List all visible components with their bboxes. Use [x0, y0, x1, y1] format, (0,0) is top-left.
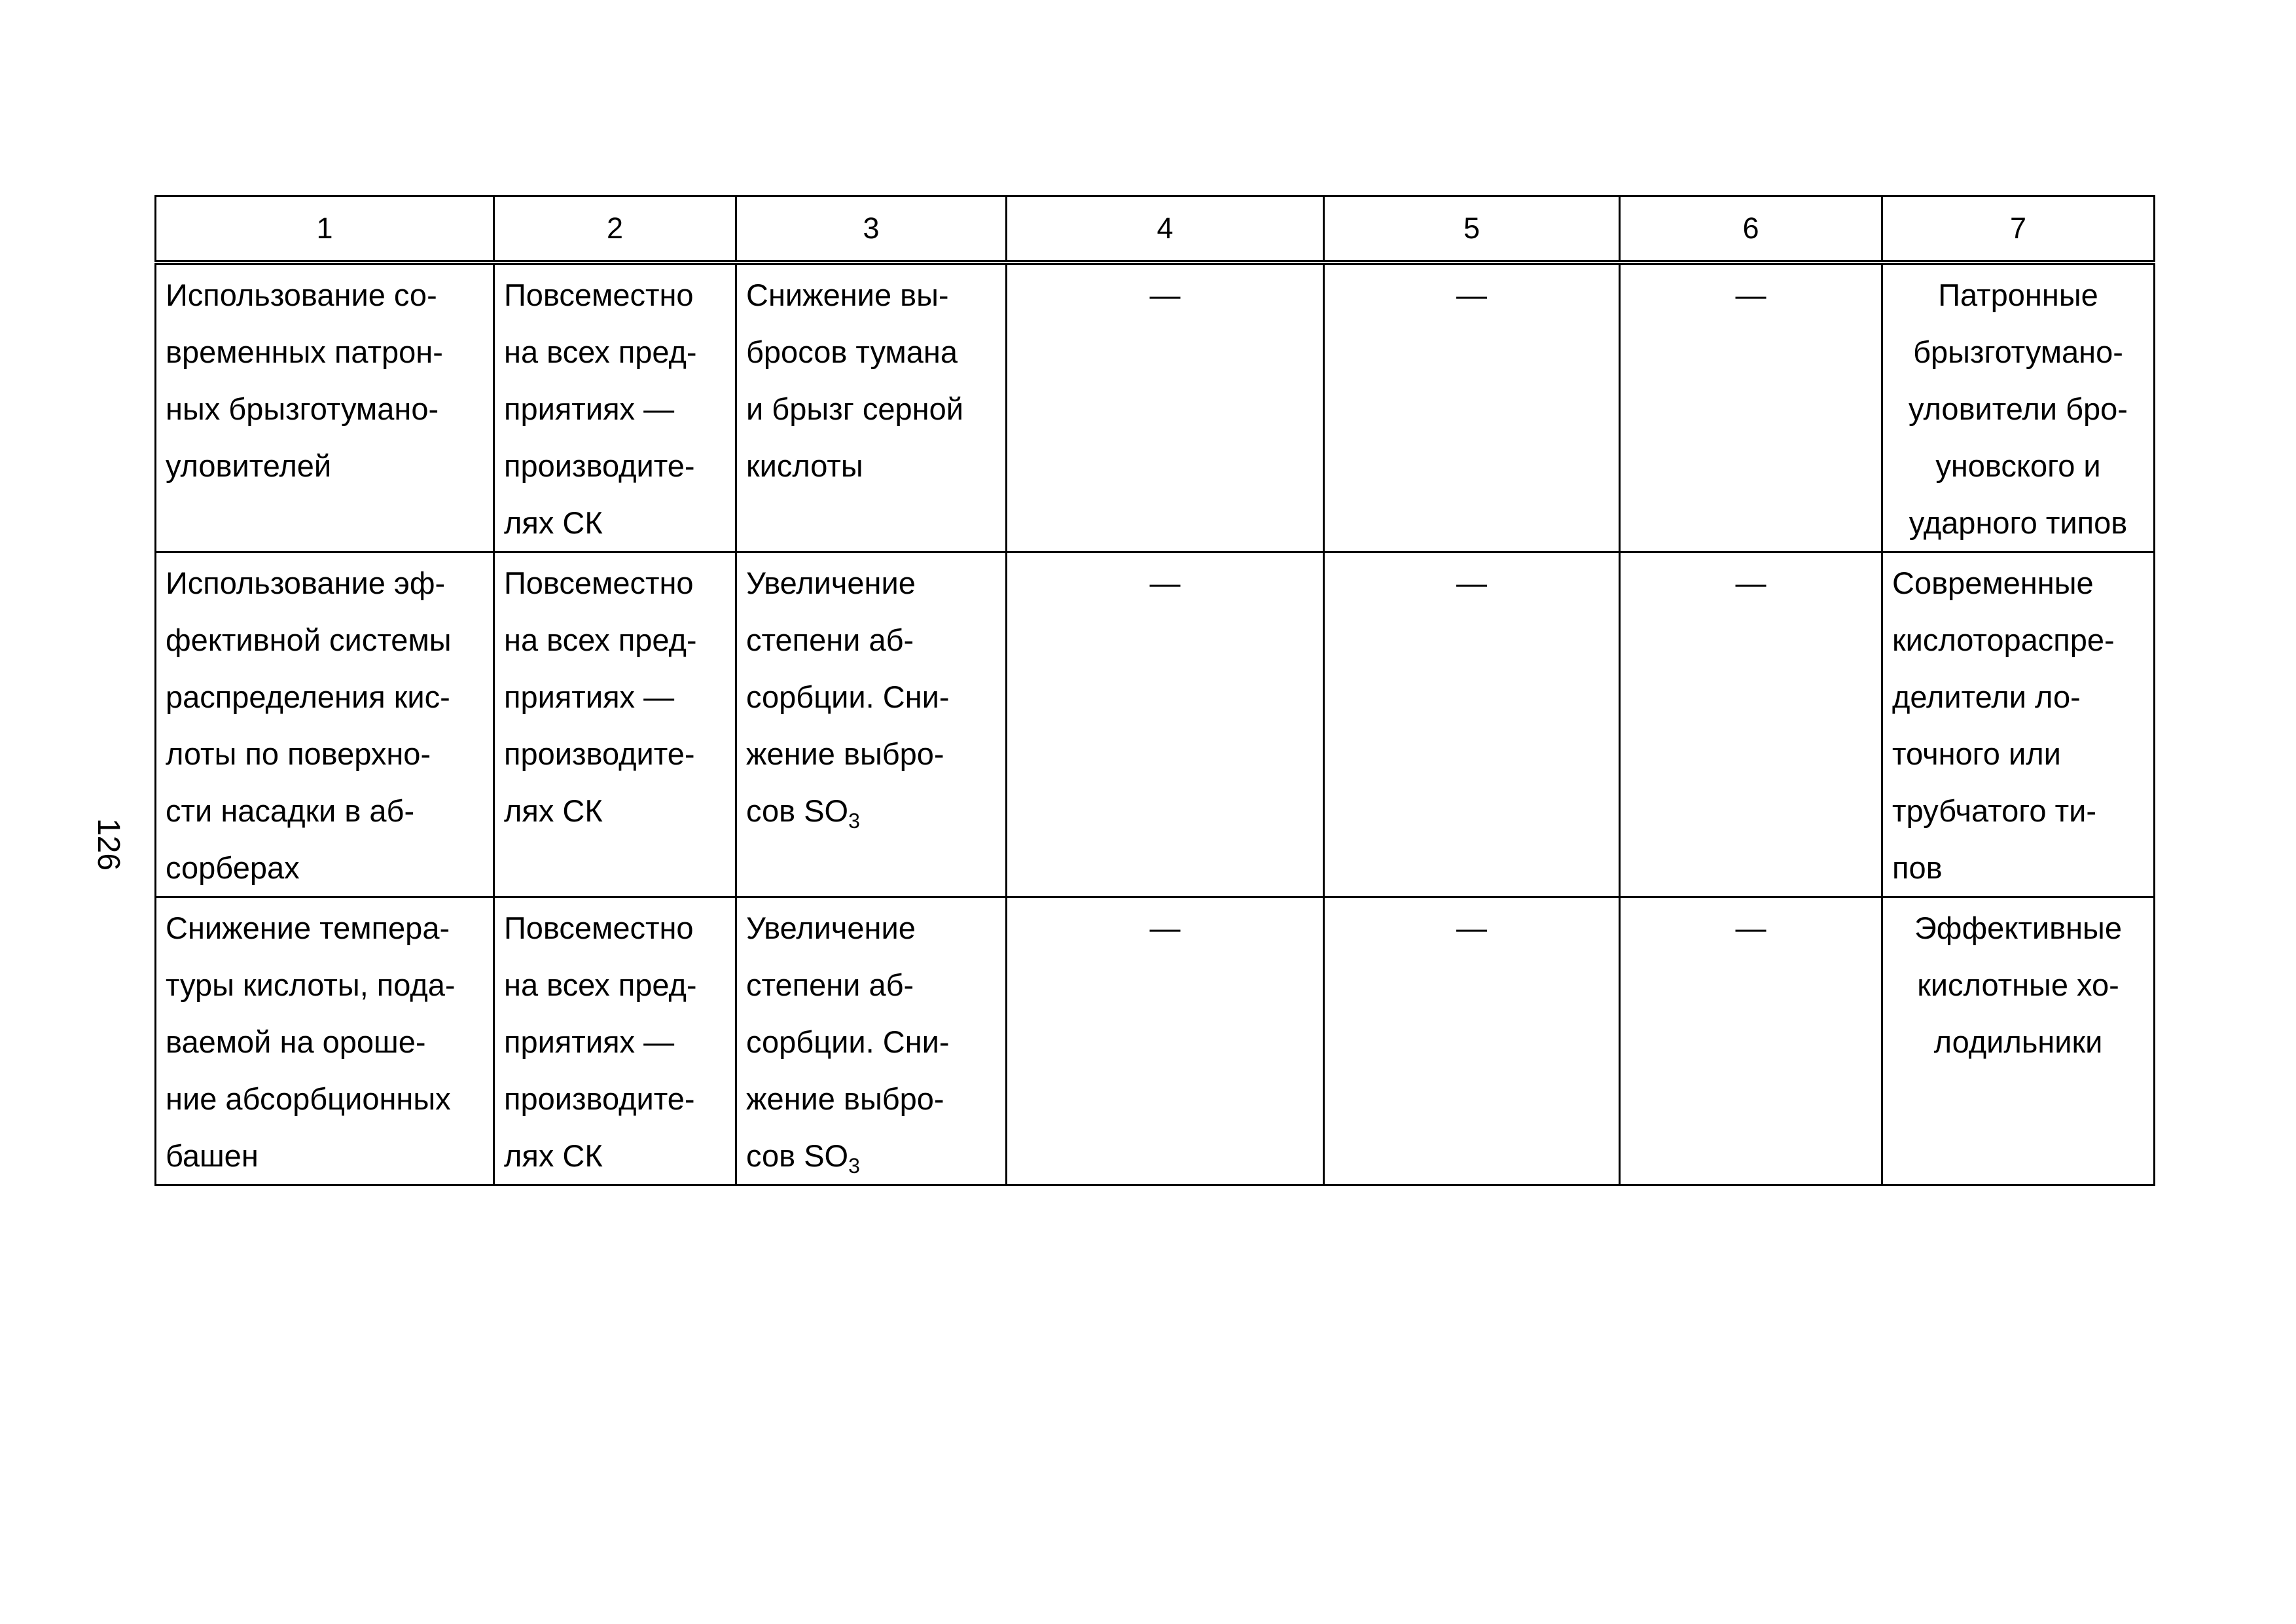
- cell-line: Увеличение: [746, 566, 916, 600]
- dash-mark: —: [1456, 566, 1487, 600]
- table-cell: [1620, 897, 1882, 1185]
- table-cell: [736, 897, 1007, 1185]
- cell-line: производите-: [504, 1081, 695, 1116]
- dash-mark: —: [1735, 566, 1767, 600]
- table-cell: [1324, 552, 1620, 897]
- column-header: 2: [494, 196, 736, 263]
- table-cell: [1324, 262, 1620, 552]
- table-cell: [494, 262, 736, 552]
- column-header: 6: [1620, 196, 1882, 263]
- column-header: 3: [736, 196, 1007, 263]
- table-cell: [736, 552, 1007, 897]
- cell-line: сорбции. Сни-: [746, 679, 950, 714]
- table-cell: [1007, 262, 1324, 552]
- cell-line: трубчатого ти-: [1892, 793, 2096, 828]
- cell-line: Снижение вы-: [746, 278, 949, 312]
- cell-line: лях СК: [504, 505, 603, 540]
- cell-line: Использование эф-: [166, 566, 446, 600]
- cell-line: Патронные: [1938, 278, 2098, 312]
- cell-line: временных патрон-: [166, 334, 443, 369]
- column-header: 1: [156, 196, 494, 263]
- cell-line: степени аб-: [746, 623, 914, 657]
- cell-line: уловители бро-: [1909, 391, 2128, 426]
- cell-line: уловителей: [166, 448, 332, 483]
- table-cell: [156, 552, 494, 897]
- cell-line: ударного типов: [1909, 505, 2128, 540]
- page-number: 126: [91, 818, 126, 871]
- table-cell: [494, 897, 736, 1185]
- cell-line: бросов тумана: [746, 334, 958, 369]
- cell-line: точного или: [1892, 736, 2061, 771]
- cell-line: кислоты: [746, 448, 863, 483]
- cell-line: ваемой на ороше-: [166, 1024, 426, 1059]
- cell-line: Использование со-: [166, 278, 437, 312]
- table-cell: [1324, 897, 1620, 1185]
- table-cell: [494, 552, 736, 897]
- cell-line: производите-: [504, 736, 695, 771]
- cell-line: Снижение темпера-: [166, 911, 450, 945]
- cell-line: сти насадки в аб-: [166, 793, 415, 828]
- dash-mark: —: [1149, 278, 1181, 312]
- cell-line: приятиях —: [504, 1024, 675, 1059]
- table-cell: [1882, 262, 2155, 552]
- table-cell: [156, 897, 494, 1185]
- table-row: [156, 262, 2155, 552]
- cell-line: Увеличение: [746, 911, 916, 945]
- cell-line: жение выбро-: [746, 736, 944, 771]
- cell-line: приятиях —: [504, 391, 675, 426]
- dash-mark: —: [1149, 566, 1181, 600]
- cell-line: Эффективные: [1914, 911, 2122, 945]
- cell-line: лоты по поверхно-: [166, 736, 431, 771]
- cell-line: башен: [166, 1138, 259, 1173]
- column-header: 7: [1882, 196, 2155, 263]
- table-cell: [1007, 552, 1324, 897]
- cell-line: приятиях —: [504, 679, 675, 714]
- data-table: [154, 195, 2155, 1186]
- cell-line: на всех пред-: [504, 334, 697, 369]
- cell-line: лодильники: [1933, 1024, 2103, 1059]
- table-cell: [1882, 552, 2155, 897]
- dash-mark: —: [1149, 911, 1181, 945]
- cell-line: на всех пред-: [504, 967, 697, 1002]
- cell-line: жение выбро-: [746, 1081, 944, 1116]
- dash-mark: —: [1456, 911, 1487, 945]
- cell-line: фективной системы: [166, 623, 452, 657]
- cell-line: сорберах: [166, 850, 300, 885]
- table-cell: [1620, 262, 1882, 552]
- cell-line: Повсеместно: [504, 278, 694, 312]
- cell-line: делители ло-: [1892, 679, 2081, 714]
- cell-line: кислотные хо-: [1917, 967, 2119, 1002]
- cell-line: сов SO: [746, 793, 849, 828]
- cell-line: производите-: [504, 448, 695, 483]
- column-header: 4: [1007, 196, 1324, 263]
- cell-line: лях СК: [504, 793, 603, 828]
- dash-mark: —: [1735, 278, 1767, 312]
- table-cell: [1882, 897, 2155, 1185]
- dash-mark: —: [1735, 911, 1767, 945]
- table-cell: [1007, 897, 1324, 1185]
- cell-line: и брызг серной: [746, 391, 964, 426]
- cell-line: пов: [1892, 850, 1943, 885]
- table-cell: [1620, 552, 1882, 897]
- cell-line: кислотораспре-: [1892, 623, 2115, 657]
- subscript: 3: [848, 1154, 860, 1178]
- cell-line: лях СК: [504, 1138, 603, 1173]
- dash-mark: —: [1456, 278, 1487, 312]
- cell-line: туры кислоты, пода-: [166, 967, 456, 1002]
- table-row: [156, 552, 2155, 897]
- subscript: 3: [848, 809, 860, 833]
- cell-line: на всех пред-: [504, 623, 697, 657]
- cell-line: Современные: [1892, 566, 2094, 600]
- cell-line: степени аб-: [746, 967, 914, 1002]
- table-cell: [736, 262, 1007, 552]
- table-row: [156, 897, 2155, 1185]
- table-cell: [156, 262, 494, 552]
- cell-line: Повсеместно: [504, 566, 694, 600]
- cell-line: сов SO: [746, 1138, 849, 1173]
- header-row: [156, 196, 2155, 263]
- cell-line: ние абсорбционных: [166, 1081, 451, 1116]
- cell-line: сорбции. Сни-: [746, 1024, 950, 1059]
- cell-line: ных брызготумано-: [166, 391, 439, 426]
- cell-line: уновского и: [1935, 448, 2101, 483]
- column-header: 5: [1324, 196, 1620, 263]
- cell-line: распределения кис-: [166, 679, 450, 714]
- cell-line: брызготумано-: [1913, 334, 2123, 369]
- cell-line: Повсеместно: [504, 911, 694, 945]
